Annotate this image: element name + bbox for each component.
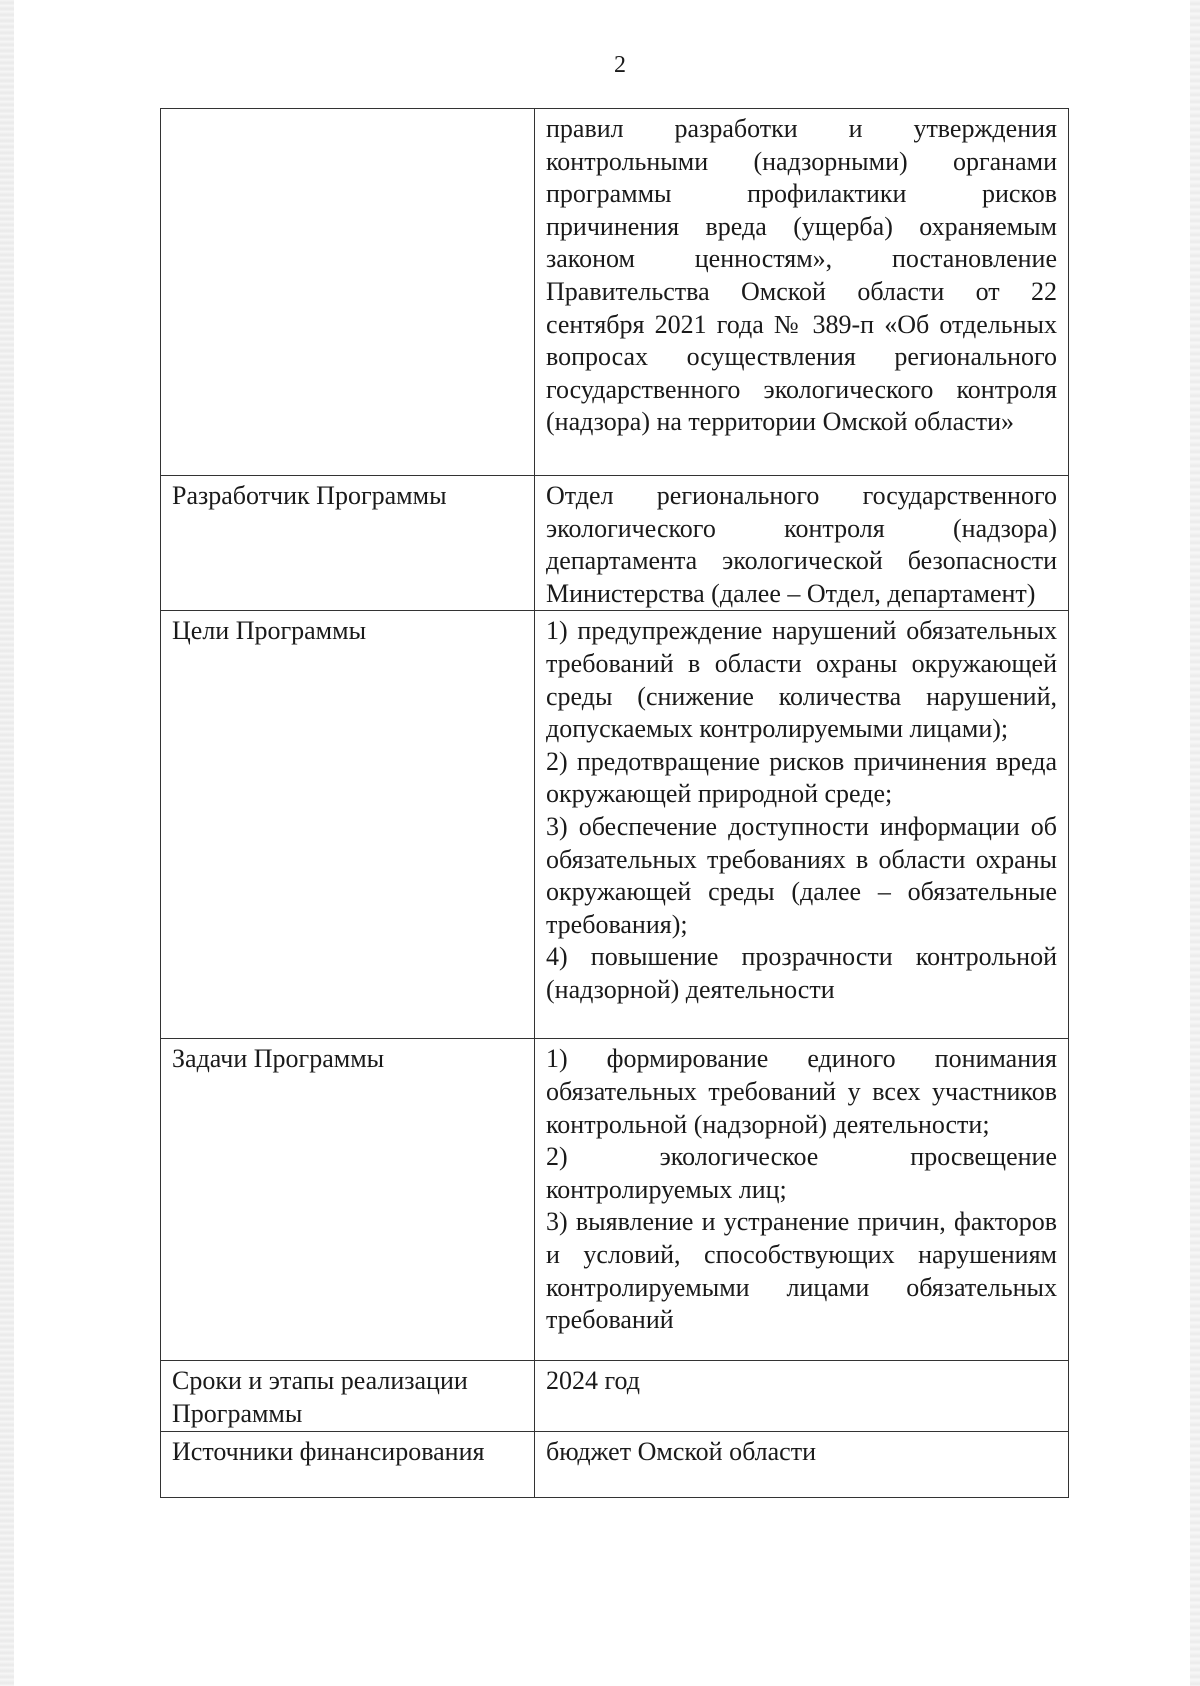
table-row	[161, 476, 1069, 611]
table-row	[161, 1361, 1069, 1431]
table-row	[161, 611, 1069, 1039]
paragraph: правил разработки и утверждения контрольными (надзорными) органами программы профилактики рисков причинения вреда (ущерба) охраняемым законом ценностям», постановление Правительства Омской области от 22 сентября 2021 года № 389-п «Об отдельных вопросах осуществления регионального государственного экологического контроля (надзора) на территории Омской области»	[546, 114, 1057, 437]
row-label: Сроки и этапы реализации Программы	[161, 1361, 535, 1431]
table-row	[161, 1431, 1069, 1497]
paragraph: 4) повышение прозрачности контрольной (надзорной) деятельности	[546, 942, 1057, 1004]
page-number: 2	[614, 52, 626, 78]
table-row	[161, 1039, 1069, 1361]
row-label: Задачи Программы	[161, 1039, 535, 1361]
paragraph: 3) выявление и устранение причин, факторов и условий, способствующих нарушениям контролируемыми лицами обязательных требований	[546, 1207, 1057, 1335]
paragraph: бюджет Омской области	[546, 1436, 816, 1466]
paragraph: 2) экологическое просвещение контролируемых лиц;	[546, 1142, 1057, 1204]
scan-edge-left	[0, 0, 14, 1686]
paragraph: 1) формирование единого понимания обязательных требований у всех участников контрольной (надзорной) деятельности;	[546, 1044, 1057, 1139]
row-value	[535, 1431, 1069, 1497]
row-label: Цели Программы	[161, 611, 535, 1039]
paragraph: 3) обеспечение доступности информации об обязательных требованиях в области охраны окружающей среды (далее – обязательные требования);	[546, 811, 1057, 939]
row-value	[535, 611, 1069, 1039]
row-value	[535, 1361, 1069, 1431]
row-value	[535, 109, 1069, 476]
row-value	[535, 1039, 1069, 1361]
paragraph: 2) предотвращение рисков причинения вреда окружающей природной среде;	[546, 746, 1057, 809]
paragraph: 2024 год	[546, 1366, 640, 1396]
scan-edge-right	[1190, 0, 1200, 1686]
row-label	[161, 109, 535, 476]
table-row	[161, 109, 1069, 476]
program-passport-table	[160, 108, 1069, 1498]
paragraph: Отдел регионального государственного экологического контроля (надзора) департамента экологической безопасности Министерства (далее – Отдел, департамент)	[546, 481, 1057, 608]
row-label: Источники финансирования	[161, 1431, 535, 1497]
row-label: Разработчик Программы	[161, 476, 535, 611]
paragraph: 1) предупреждение нарушений обязательных требований в области охраны окружающей среды (снижение количества нарушений, допускаемых контролируемыми лицами);	[546, 616, 1057, 744]
row-value	[535, 476, 1069, 611]
